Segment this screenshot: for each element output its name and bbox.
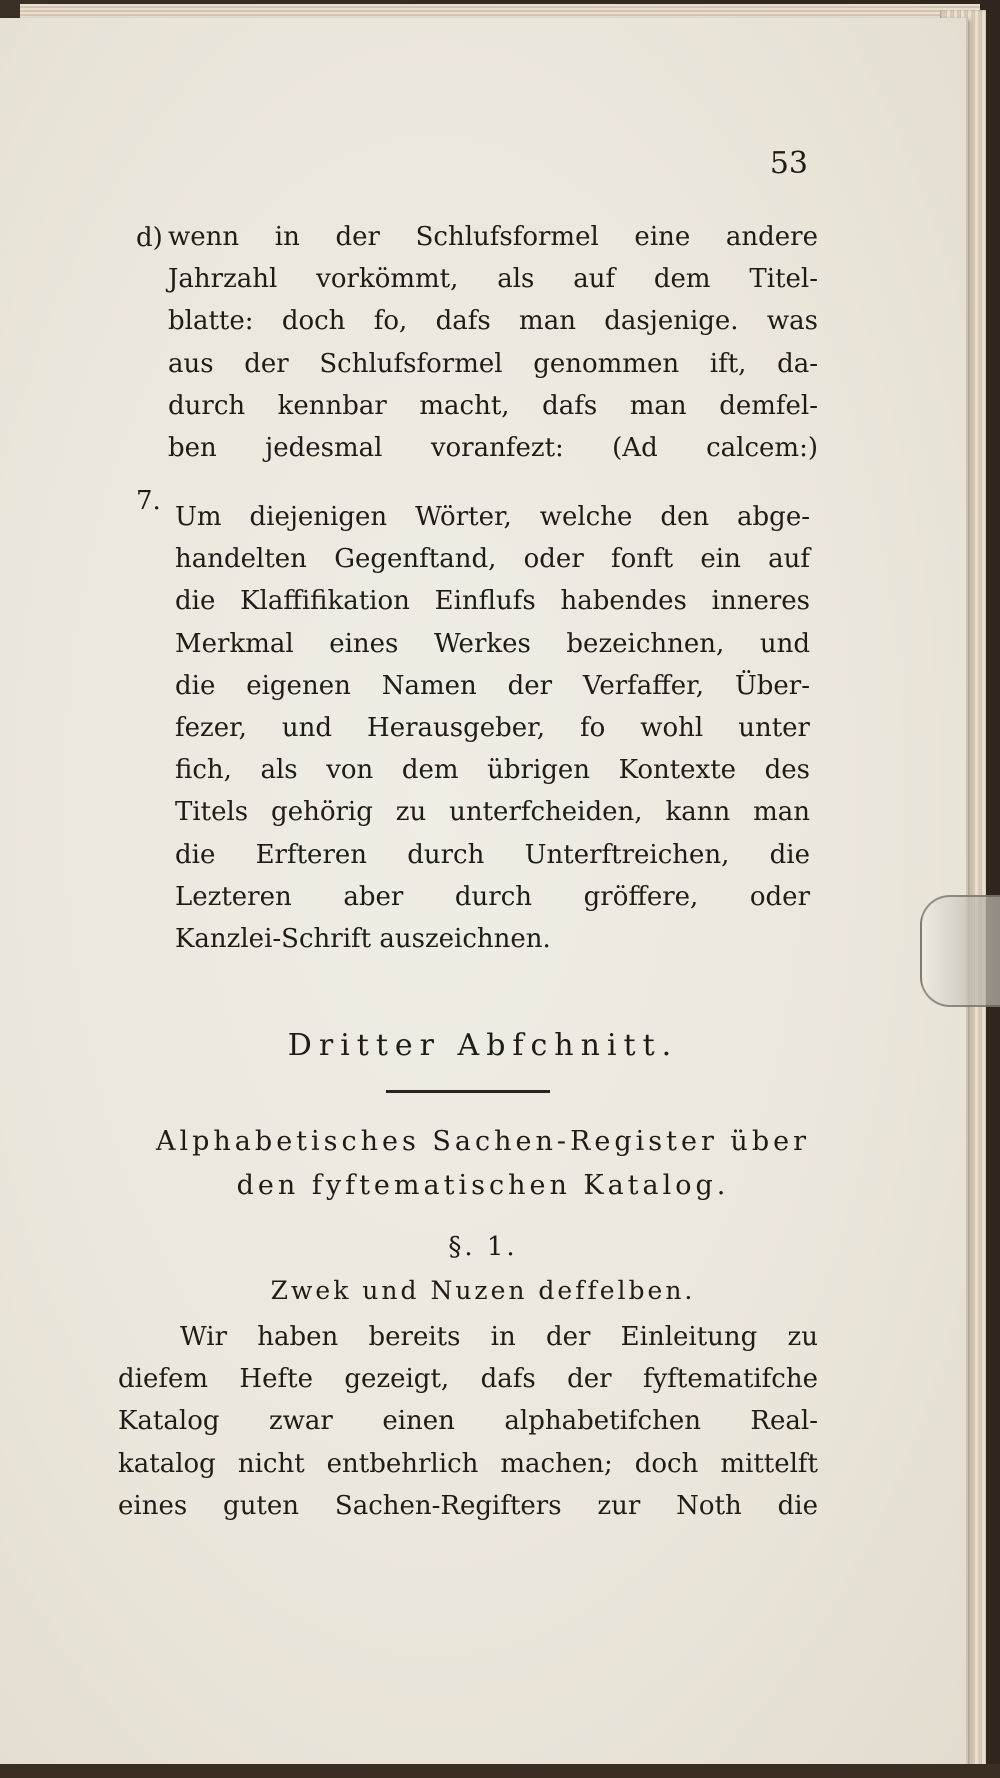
- text-line: Um diejenigen Wörter, welche den abge-: [175, 502, 810, 532]
- scan-bottom-border: [0, 1764, 1000, 1778]
- list-marker-7: 7.: [136, 486, 161, 516]
- text-line: Jahrzahl vorkömmt, als auf dem Titel-: [168, 264, 818, 295]
- text-line: wenn in der Schlufsformel eine andere: [168, 222, 818, 252]
- text-line: fezer, und Herausgeber, fo wohl unter: [175, 713, 810, 744]
- text-line: diefem Hefte gezeigt, dafs der fyftematifche: [118, 1364, 818, 1395]
- text-line: Wir haben bereits in der Einleitung zu: [180, 1322, 818, 1352]
- text-line: handelten Gegenftand, oder fonft ein auf: [175, 544, 810, 575]
- text-line: katalog nicht entbehrlich machen; doch mittelft: [118, 1448, 818, 1479]
- text-line: fich, als von dem übrigen Kontexte des: [175, 755, 810, 786]
- list-marker-d: d): [136, 223, 163, 253]
- text-line: Merkmal eines Werkes bezeichnen, und: [175, 628, 810, 659]
- text-line: die eigenen Namen der Verfaffer, Über-: [175, 670, 810, 701]
- paragraph-sign: §. 1.: [448, 1232, 518, 1262]
- heading-rule: [386, 1090, 550, 1093]
- paragraph-title: Zwek und Nuzen deffelben.: [270, 1276, 696, 1305]
- list-item-7: [175, 496, 810, 960]
- section-subtitle-line-2: den fyftematischen Katalog.: [236, 1170, 730, 1201]
- body-paragraph: [118, 1316, 818, 1527]
- book-page: [0, 18, 968, 1768]
- text-line: Titels gehörig zu unterfcheiden, kann man: [175, 797, 810, 828]
- text-line: die Erfteren durch Unterftreichen, die: [175, 839, 810, 870]
- text-line: blatte: doch fo, dafs man dasjenige. was: [168, 306, 818, 337]
- text-line: die Klaffifikation Einflufs habendes inneres: [175, 586, 810, 617]
- text-line: Katalog zwar einen alphabetifchen Real-: [118, 1406, 818, 1437]
- text-line: durch kennbar macht, dafs man demfel-: [168, 390, 818, 421]
- list-item-d: [168, 216, 818, 469]
- section-heading: Dritter Abfchnitt.: [287, 1028, 679, 1063]
- text-line: eines guten Sachen-Regifters zur Noth die: [118, 1490, 818, 1521]
- text-line: ben jedesmal voranfezt: (Ad calcem:): [168, 433, 818, 464]
- text-line: aus der Schlufsformel genommen ift, da-: [168, 348, 818, 379]
- page-number: 53: [769, 146, 808, 181]
- text-line: Kanzlei-Schrift auszeichnen.: [175, 924, 551, 955]
- page-clip: [920, 895, 1000, 1007]
- section-subtitle-line-1: Alphabetisches Sachen-Register über: [156, 1126, 810, 1157]
- text-line: Lezteren aber durch gröffere, oder: [175, 881, 810, 912]
